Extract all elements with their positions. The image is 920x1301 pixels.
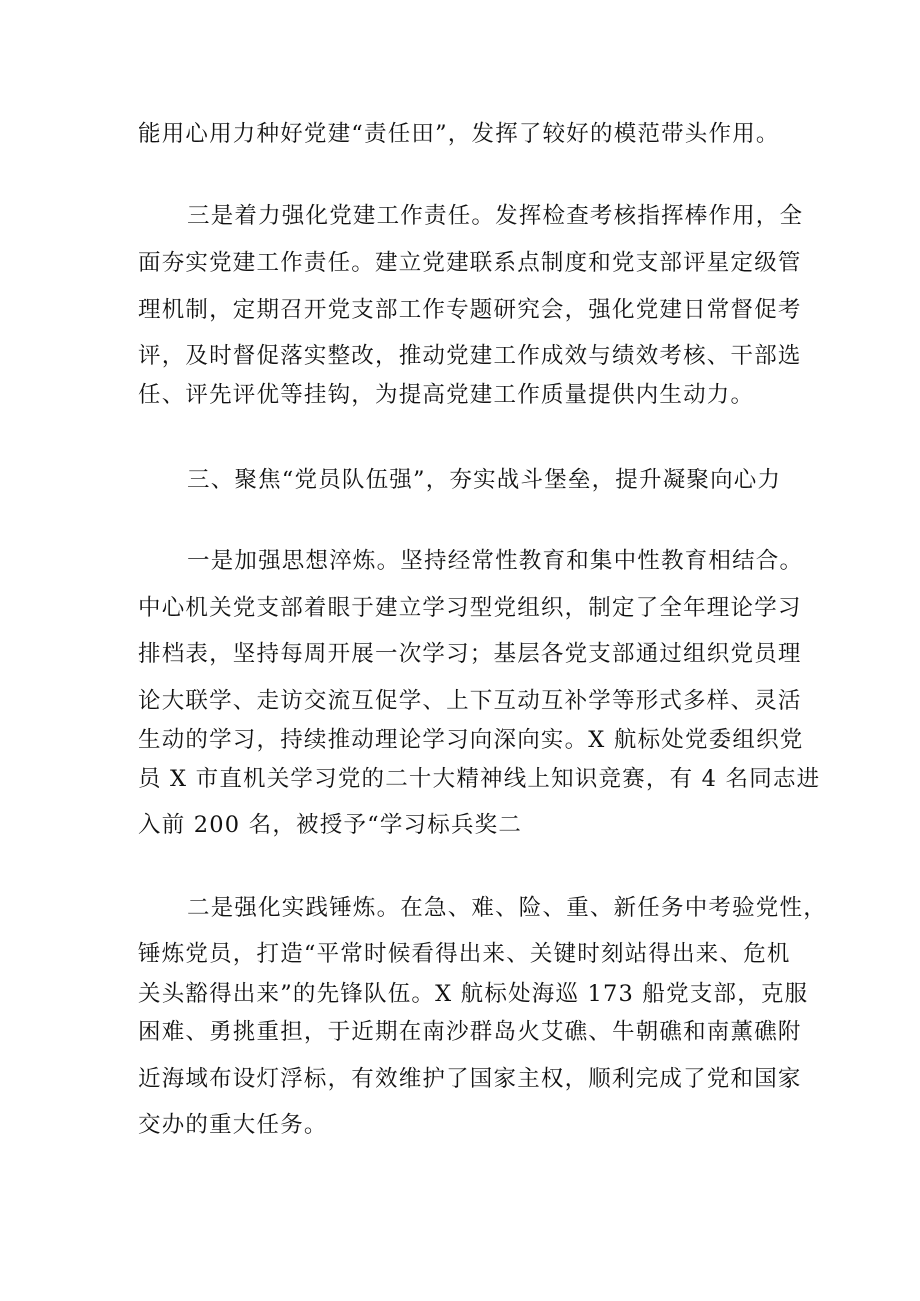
text-line: 面夯实党建工作责任。建立党建联系点制度和党支部评星定级管 [138,250,802,276]
text-line: 任、评先评优等挂钩，为提高党建工作质量提供内生动力。 [138,382,755,408]
paragraph-first-line: 三是着力强化党建工作责任。发挥检查考核指挥棒作用，全 [187,203,804,229]
text-line: 锤炼党员，打造“平常时候看得出来、关键时刻站得出来、危机 [138,941,791,967]
text-line: 中心机关党支部着眼于建立学习型党组织，制定了全年理论学习 [138,595,802,621]
section-heading: 三、聚焦“党员队伍强”，夯实战斗堡垒，提升凝聚向心力 [187,467,782,493]
text-line: 交办的重大任务。 [138,1112,328,1138]
text-line: 关头豁得出来”的先锋队伍。X 航标处海巡 173 船党支部，克服 [138,981,809,1007]
text-line: 理机制，定期召开党支部工作专题研究会，强化党建日常督促考 [138,297,802,323]
text-line: 评，及时督促落实整改，推动党建工作成效与绩效考核、干部选 [138,343,802,369]
paragraph-first-line: 二是强化实践锤炼。在急、难、险、重、新任务中考验党性， [187,895,827,921]
text-line: 员 X 市直机关学习党的二十大精神线上知识竞赛，有 4 名同志进 [138,766,821,792]
text-line: 近海域布设灯浮标，有效维护了国家主权，顺利完成了党和国家 [138,1066,802,1092]
text-line: 论大联学、走访交流互促学、上下互动互补学等形式多样、灵活 [138,688,802,714]
text-line: 排档表，坚持每周开展一次学习；基层各党支部通过组织党员理 [138,641,802,667]
text-line: 生动的学习，持续推动理论学习向深向实。X 航标处党委组织党 [138,727,804,753]
text-line: 困难、勇挑重担，于近期在南沙群岛火艾礁、牛朝礁和南薰礁附 [138,1019,802,1045]
text-line: 入前 200 名，被授予“学习标兵奖二 [138,812,523,838]
text-line: 能用心用力种好党建“责任田”，发挥了较好的模范带头作用。 [138,121,780,147]
paragraph-first-line: 一是加强思想淬炼。坚持经常性教育和集中性教育相结合。 [187,548,804,574]
